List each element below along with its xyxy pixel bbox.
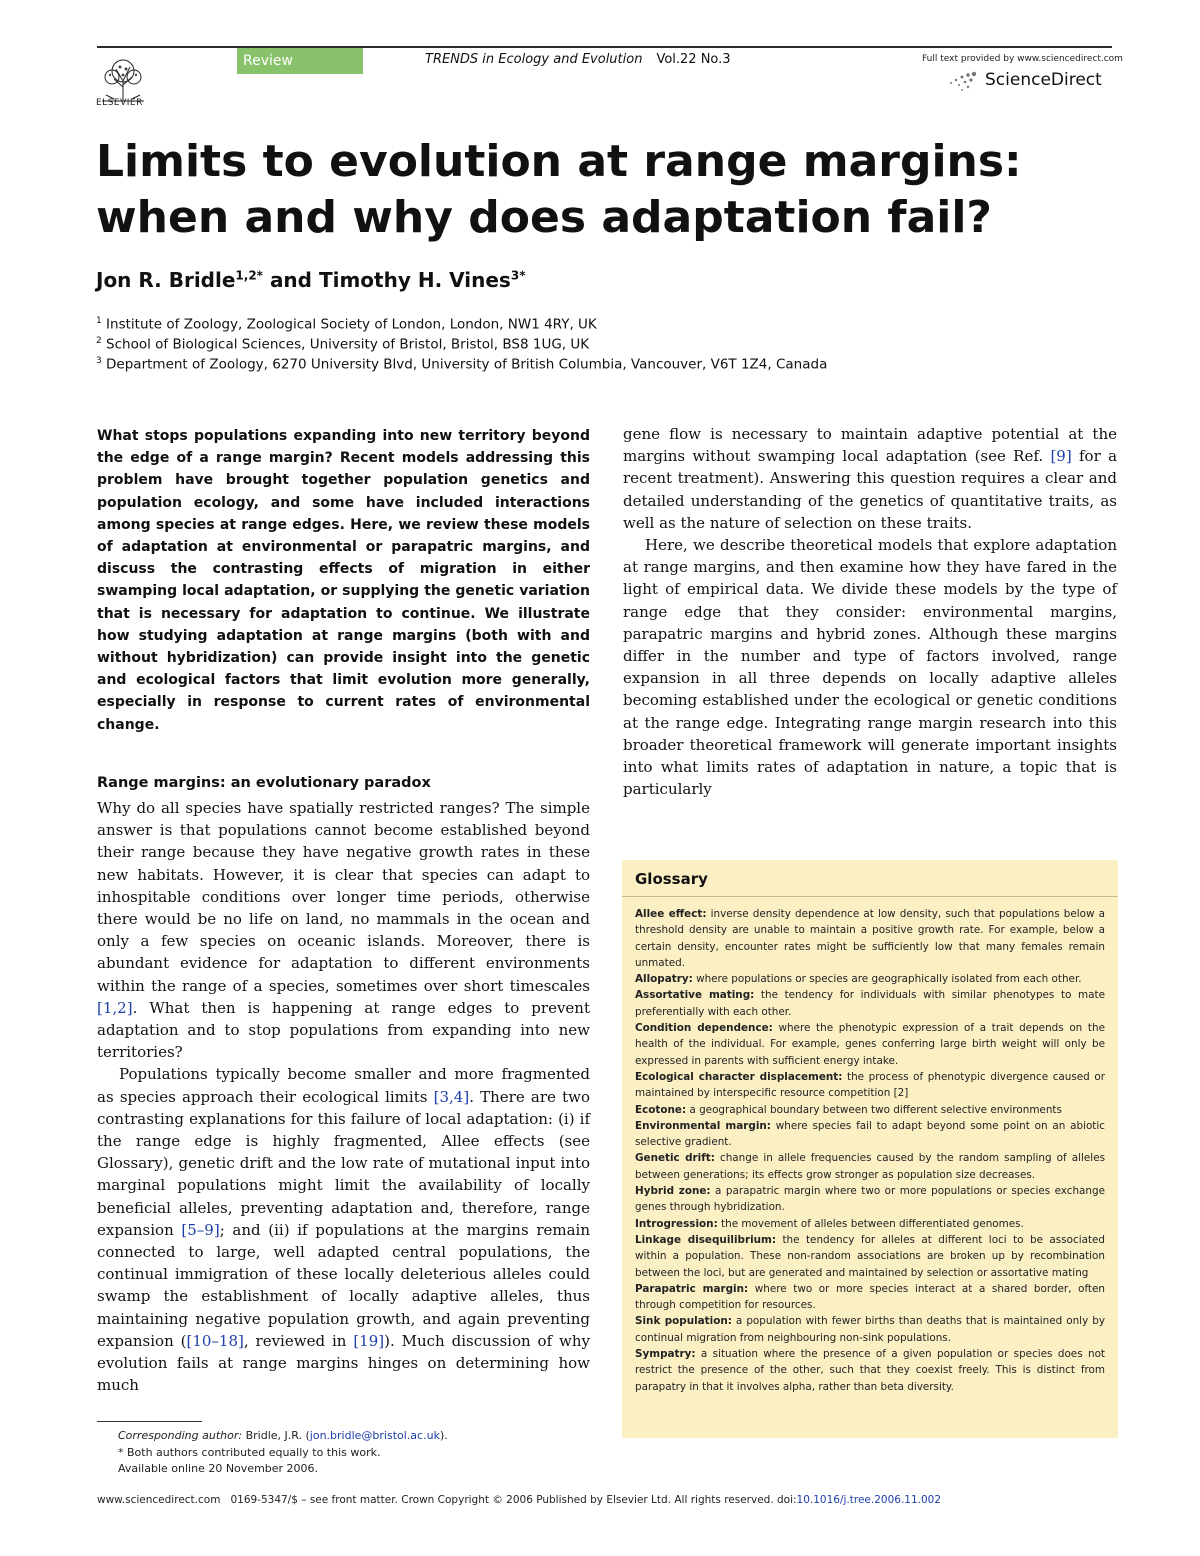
- glossary-list: [635, 906, 1105, 1395]
- affiliation-number: 2: [96, 336, 102, 346]
- footer-copyright: 0169-5347/$ – see front matter. Crown Copyright © 2006 Published by Elsevier Ltd. All rights reserved. doi:: [230, 1494, 797, 1506]
- glossary-entry: [635, 1216, 1105, 1232]
- asterisk: *: [118, 1445, 127, 1459]
- corresponding-text: Bridle, J.R. (: [245, 1429, 310, 1442]
- glossary-entry: [635, 1346, 1105, 1395]
- email-link[interactable]: jon.bridle@bristol.ac.uk: [309, 1429, 440, 1442]
- page-footer: [97, 1494, 941, 1506]
- body-text: gene flow is necessary to maintain adaptive potential at the margins without swamping local adaptation (see Ref.: [623, 425, 1117, 466]
- glossary-definition: the process of phenotypic divergence caused or maintained by interspecific resource competition [2]: [635, 1070, 1105, 1100]
- citation-link[interactable]: [3,4]: [433, 1087, 470, 1106]
- glossary-definition: where species fail to adapt beyond some point on an abiotic selective gradient.: [635, 1119, 1105, 1149]
- corresponding-author-note: [118, 1428, 448, 1445]
- citation-link[interactable]: [5–9]: [181, 1220, 220, 1239]
- sciencedirect-brand: ScienceDirect: [985, 70, 1102, 90]
- glossary-term: Sympatry:: [635, 1348, 696, 1361]
- left-column-body: [97, 797, 590, 1396]
- affiliation-number: 1: [96, 316, 102, 326]
- title-line-2: when and why does adaptation fail?: [96, 192, 992, 243]
- online-date-note: Available online 20 November 2006.: [118, 1462, 319, 1475]
- glossary-term: Allopatry:: [635, 973, 693, 986]
- glossary-definition: a parapatric margin where two or more populations or species exchange genes through hybridization.: [635, 1185, 1105, 1214]
- body-text: for a recent treatment). Answering this question requires a clear and detailed understanding of the genetics of quantitative traits, as well as the nature of selection on these traits.: [623, 447, 1118, 532]
- journal-name: TRENDS in Ecology and Evolution: [425, 52, 643, 67]
- glossary-entry: [635, 1313, 1105, 1346]
- glossary-term: Allee effect:: [635, 908, 707, 920]
- body-text: . There are two contrasting explanations for this failure of local adaptation: (i) if the range edge is highly fragmented, Allee effects (see Glossary), genetic drift and the low rate of mutational input into marginal populations might limit the availability of locally beneficial alleles, preventing adaptation and, therefore, range expansion: [97, 1087, 590, 1239]
- glossary-entry: [635, 1069, 1105, 1102]
- body-text: ; and (ii) if populations at the margins remain connected to large, well adapted central populations, the continual immigration of these locally deleterious alleles could swamp the establishment of locally adaptive alleles, thus maintaining negative population growth, and again preventing expansion (: [97, 1220, 590, 1350]
- equal-note-text: Both authors contributed equally to this work.: [127, 1445, 381, 1459]
- author-vines-affil: 3*: [510, 268, 526, 283]
- glossary-term: Introgression:: [635, 1217, 718, 1230]
- glossary-term: Hybrid zone:: [635, 1185, 711, 1198]
- corresponding-label: Corresponding author:: [118, 1429, 243, 1442]
- author-conjunction: and: [269, 268, 312, 292]
- section-tab: Review: [237, 48, 363, 74]
- glossary-entry: [635, 987, 1105, 1020]
- doi-link[interactable]: 10.1016/j.tree.2006.11.002: [796, 1494, 942, 1506]
- glossary-term: Ecotone:: [635, 1103, 687, 1116]
- body-paragraph: [97, 797, 590, 1063]
- abstract: What stops populations expanding into new territory beyond the edge of a range margin? Recent models addressing this problem have brought together population genetics and population ecology, and some have included interactions among species at range edges. Here, we review these models of adaptation at environmental or parapatric margins, and discuss the contrasting effects of migration in either swamping local adaptation, or supplying the genetic variation that is necessary for adaptation to continue. We illustrate how studying adaptation at range margins (both with and without hybridization) can provide insight into the genetic and ecological factors that limit evolution more generally, especially in response to current rates of environmental change.: [97, 428, 590, 733]
- glossary-definition: change in allele frequencies caused by the random sampling of alleles between generations; its effects grow stronger as population size decreases.: [635, 1152, 1106, 1181]
- glossary-term: Ecological character displacement:: [635, 1070, 843, 1083]
- affiliation-text: Institute of Zoology, Zoological Society of London, London, NW1 4RY, UK: [106, 316, 597, 333]
- glossary-definition: the movement of alleles between differentiated genomes.: [717, 1217, 1024, 1230]
- author-bridle-affil: 1,2*: [235, 268, 263, 283]
- citation-link[interactable]: [9]: [1050, 447, 1072, 466]
- glossary-definition: a geographical boundary between two different selective environments: [686, 1103, 1062, 1116]
- glossary-definition: the tendency for individuals with similar phenotypes to mate preferentially with each other.: [635, 989, 1105, 1018]
- body-paragraph: [97, 1063, 590, 1396]
- affiliation-1: [96, 316, 597, 333]
- glossary-term: Genetic drift:: [635, 1152, 715, 1165]
- author-bridle: Jon R. Bridle: [96, 268, 236, 292]
- title-line-1: Limits to evolution at range margins:: [96, 136, 1022, 187]
- glossary-definition: where populations or species are geographically isolated from each other.: [692, 973, 1082, 986]
- journal-volume: Vol.22 No.3: [656, 52, 731, 67]
- glossary-entry: [635, 906, 1105, 971]
- glossary-divider: [622, 896, 1118, 897]
- affiliation-2: [96, 336, 589, 353]
- glossary-entry: [635, 1281, 1105, 1314]
- glossary-entry: [635, 971, 1105, 987]
- affiliation-text: Department of Zoology, 6270 University Blvd, University of British Columbia, Vancouver, V6T 1Z4, Canada: [106, 356, 828, 373]
- journal-citation: [425, 52, 731, 67]
- equal-contribution-note: [118, 1445, 448, 1462]
- affiliation-text: School of Biological Sciences, University of Bristol, Bristol, BS8 1UG, UK: [106, 336, 590, 353]
- fulltext-note: Full text provided by www.sciencedirect.com: [922, 54, 1123, 64]
- article-title: [96, 134, 1022, 246]
- body-paragraph: [623, 423, 1117, 534]
- body-text: , reviewed in: [243, 1331, 354, 1350]
- glossary-entry: [635, 1183, 1105, 1216]
- citation-link[interactable]: [1,2]: [97, 998, 133, 1017]
- publisher-logo-text: ELSEVIER: [96, 98, 143, 108]
- right-column-body: [623, 423, 1117, 800]
- glossary-entry: [635, 1118, 1105, 1151]
- glossary-entry: [635, 1150, 1105, 1183]
- body-text: ). Much discussion of why evolution fails at range margins hinges on determining how much: [97, 1331, 590, 1395]
- citation-link[interactable]: [19]: [353, 1331, 385, 1350]
- body-text: . What then is happening at range edges to prevent adaptation and to stop populations from expanding into new territories?: [97, 998, 590, 1062]
- corresponding-end: ).: [439, 1429, 448, 1442]
- glossary-entry: [635, 1102, 1105, 1118]
- author-vines: Timothy H. Vines: [318, 268, 511, 292]
- footer-site[interactable]: www.sciencedirect.com: [97, 1494, 221, 1506]
- author-list: [96, 268, 525, 292]
- footnotes: [118, 1428, 448, 1478]
- affiliation-3: [96, 356, 827, 373]
- body-text: Why do all species have spatially restricted ranges? The simple answer is that populations cannot become established beyond their range because they have negative growth rates in these new habitats. However, it is clear that species can adapt to inhospitable conditions over longer time periods, otherwise there would be no life on land, no mammals in the ocean and only a few species on oceanic islands. Moreover, there is abundant evidence for adaptation to different environments within the range of a species, sometimes over short timescales: [97, 799, 590, 995]
- glossary-term: Assortative mating:: [635, 989, 755, 1002]
- glossary-title: Glossary: [635, 870, 708, 888]
- glossary-term: Parapatric margin:: [635, 1282, 749, 1295]
- footnote-rule: [97, 1421, 202, 1422]
- glossary-definition: a situation where the presence of a given population or species does not restrict the presence of the other, such that they coexist freely. This is distinct from parapatry in that it involves alpha, rather than beta diversity.: [635, 1348, 1105, 1393]
- glossary-box: [622, 860, 1118, 1438]
- body-text: Populations typically become smaller and more fragmented as species approach their ecological limits: [97, 1065, 590, 1106]
- glossary-term: Sink population:: [635, 1315, 732, 1328]
- sciencedirect-dots-icon: [944, 70, 982, 96]
- glossary-definition: inverse density dependence at low density, such that populations below a threshold density are unable to maintain a positive growth rate. For example, below a certain density, encounter rates might be sufficiently low that many females remain unmated.: [635, 908, 1105, 969]
- glossary-term: Environmental margin:: [635, 1119, 771, 1132]
- glossary-entry: [635, 1020, 1105, 1069]
- glossary-definition: a population with fewer births than deaths that is maintained only by continual migration from neighbouring non-sink populations.: [635, 1315, 1105, 1344]
- glossary-definition: the tendency for alleles at different loci to be associated within a population. These non-random associations are broken up by recombination between the loci, but are generated and maintained by selection or assortative mating: [635, 1233, 1106, 1279]
- citation-link[interactable]: [10–18]: [186, 1331, 244, 1350]
- glossary-definition: where the phenotypic expression of a trait depends on the health of the individual. For example, genes conferring large birth weight will only be expressed in parents with sufficient energy intake.: [635, 1022, 1105, 1067]
- glossary-term: Condition dependence:: [635, 1022, 773, 1035]
- section-heading: Range margins: an evolutionary paradox: [97, 775, 431, 791]
- affiliation-number: 3: [96, 356, 102, 366]
- body-paragraph: Here, we describe theoretical models that explore adaptation at range margins, and then examine how they have fared in the light of empirical data. We divide these models by the type of range edge that they consider: environmental margins, parapatric margins and hybrid zones. Although these margins differ in the number and type of factors involved, range expansion in all three depends on locally adaptive alleles becoming established under the ecological or genetic conditions at the range edge. Integrating range margin research into this broader theoretical framework will generate important insights into what limits rates of adaptation in nature, a topic that is particularly: [623, 536, 1117, 799]
- glossary-definition: where two or more species interact at a shared border, often through competition for resources.: [635, 1282, 1105, 1312]
- glossary-term: Linkage disequilibrium:: [635, 1233, 777, 1246]
- glossary-entry: [635, 1232, 1105, 1281]
